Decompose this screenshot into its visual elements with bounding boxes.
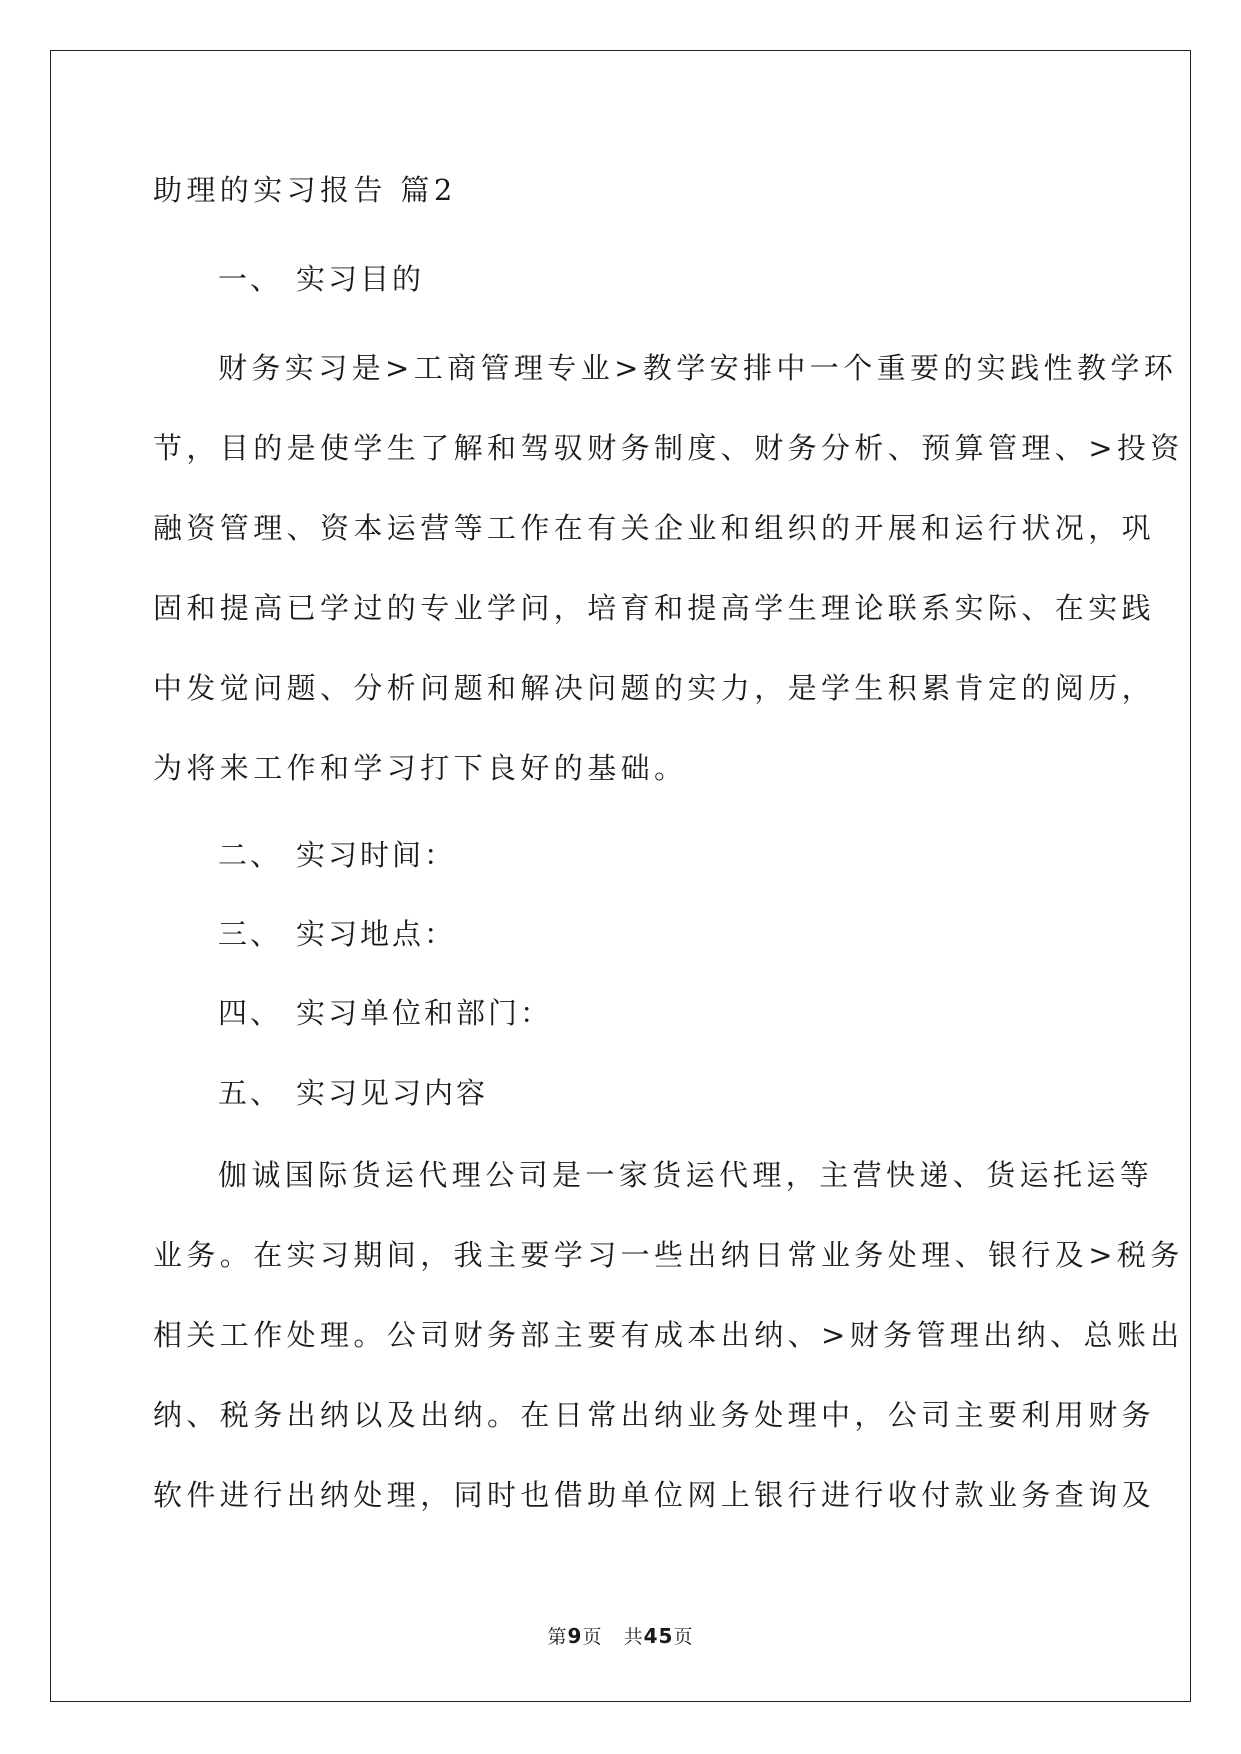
paragraph-line: 融资管理、资本运营等工作在有关企业和组织的开展和运行状况，巩 [153,511,1156,545]
paragraph-line: 伽诚国际货运代理公司是一家货运代理，主营快递、货运托运等 [218,1158,1154,1192]
section-label: 实习见习内容 [296,1076,489,1110]
total-suffix: 页 [673,1626,694,1648]
section-heading-5 [218,1073,1158,1113]
section-label: 实习单位和部门： [296,996,553,1030]
section-label: 实习时间： [296,838,457,872]
page-footer [0,1623,1241,1650]
section-number: 四、 [218,996,283,1030]
section-number: 一、 [218,262,283,296]
section-number: 二、 [218,838,283,872]
paragraph-line: 为将来工作和学习打下良好的基础。 [153,751,688,785]
paragraph-line: 中发觉问题、分析问题和解决问题的实力，是学生积累肯定的阅历， [153,671,1156,705]
section-label: 实习地点： [296,917,457,951]
section-heading-2 [218,835,1158,875]
section-label: 实习目的 [296,262,425,296]
paragraph-line: 相关工作处理。公司财务部主要有成本出纳、>财务管理出纳、总账出 [153,1318,1184,1352]
document-title: 助理的实习报告 篇2 [153,173,457,207]
page-prefix: 第 [547,1626,568,1648]
section-number: 五、 [218,1076,283,1110]
total-pages: 45 [643,1624,674,1648]
section-heading-3 [218,914,1158,954]
total-prefix: 共 [623,1626,644,1648]
paragraph-line: 财务实习是>工商管理专业>教学安排中一个重要的实践性教学环 [218,351,1178,385]
paragraph-line: 节，目的是使学生了解和驾驭财务制度、财务分析、预算管理、>投资 [153,431,1184,465]
paragraph-line: 软件进行出纳处理，同时也借助单位网上银行进行收付款业务查询及 [153,1478,1156,1512]
paragraph-line: 纳、税务出纳以及出纳。在日常出纳业务处理中，公司主要利用财务 [153,1398,1156,1432]
section-number: 三、 [218,917,283,951]
paragraph-line: 业务。在实习期间，我主要学习一些出纳日常业务处理、银行及>税务 [153,1238,1184,1272]
section-heading-1 [218,259,1158,299]
paragraph-line: 固和提高已学过的专业学问，培育和提高学生理论联系实际、在实践 [153,591,1156,625]
section-heading-4 [218,993,1158,1033]
page-suffix: 页 [582,1626,603,1648]
page-number: 9 [567,1624,583,1648]
